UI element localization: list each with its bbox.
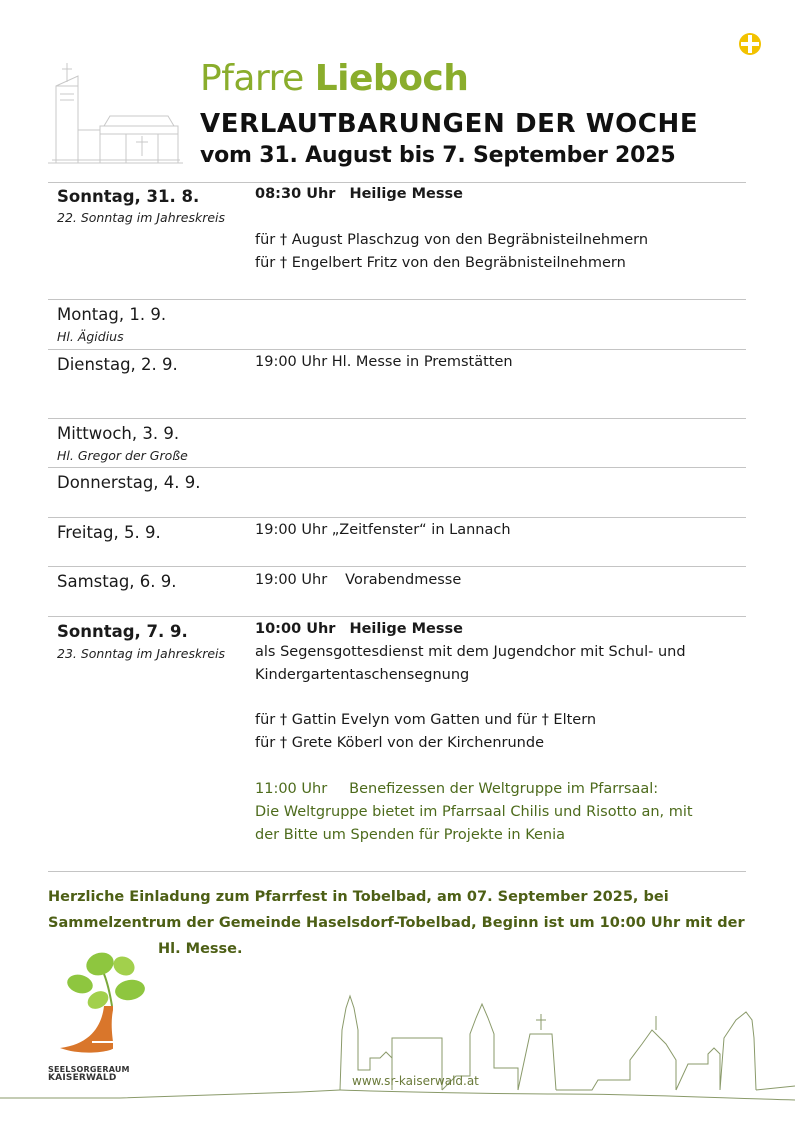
- divider: [48, 299, 746, 300]
- invitation-line: Sammelzentrum der Gemeinde Haselsdorf-Tobelbad, Beginn ist um 10:00 Uhr mit der: [48, 915, 745, 931]
- day-saint: Hl. Gregor der Große: [57, 448, 188, 463]
- extra-event-description: Die Weltgruppe bietet im Pfarrsaal Chilis und Risotto an, mit: [255, 804, 693, 820]
- parish-title-bold: Lieboch: [314, 58, 469, 99]
- divider: [48, 871, 746, 872]
- event-description: Kindergartentaschensegnung: [255, 667, 470, 683]
- day-saint: 22. Sonntag im Jahreskreis: [57, 210, 226, 225]
- event-line: 19:00 Uhr Hl. Messe in Premstätten: [255, 354, 513, 370]
- divider: [48, 517, 746, 518]
- day-saint: Hl. Ägidius: [57, 329, 124, 344]
- event-time: 19:00 Uhr: [255, 572, 328, 588]
- day-label: Samstag, 6. 9.: [57, 572, 177, 591]
- invitation-line: Hl. Messe.: [158, 941, 243, 957]
- event-title: Heilige Messe: [349, 621, 463, 637]
- page-subheadline: vom 31. August bis 7. September 2025: [200, 143, 676, 168]
- parish-title-light: Pfarre: [200, 58, 304, 99]
- logo-line: KAISERWALD: [48, 1073, 117, 1083]
- parish-title: [200, 58, 468, 99]
- day-label: Dienstag, 2. 9.: [57, 355, 178, 374]
- day-label: Mittwoch, 3. 9.: [57, 424, 180, 443]
- event-description: als Segensgottesdienst mit dem Jugendchor mit Schul- und: [255, 644, 686, 660]
- intention-line: für † August Plaschzug von den Begräbnisteilnehmern: [255, 232, 649, 248]
- website-url[interactable]: www.sr-kaiserwald.at: [352, 1074, 479, 1088]
- logo-line: SEELSORGERAUM: [48, 1065, 130, 1074]
- skyline-illustration: [0, 990, 795, 1110]
- divider: [48, 349, 746, 350]
- event-title: Heilige Messe: [349, 186, 463, 202]
- page-headline: VERLAUTBARUNGEN DER WOCHE: [200, 109, 699, 139]
- intention-line: für † Gattin Evelyn vom Gatten und für † Eltern: [255, 712, 597, 728]
- extra-event-title: Benefizessen der Weltgruppe im Pfarrsaal:: [349, 781, 659, 797]
- day-label: Freitag, 5. 9.: [57, 523, 161, 542]
- day-label: Sonntag, 31. 8.: [57, 187, 200, 206]
- event-heading: [255, 618, 463, 641]
- event-heading: [255, 183, 463, 206]
- extra-event-description: der Bitte um Spenden für Projekte in Kenia: [255, 827, 566, 843]
- intention-line: für † Engelbert Fritz von den Begräbnisteilnehmern: [255, 255, 626, 271]
- day-saint: 23. Sonntag im Jahreskreis: [57, 646, 226, 661]
- extra-event-time: 11:00 Uhr: [255, 781, 328, 797]
- divider: [48, 418, 746, 419]
- event-heading: [255, 569, 461, 592]
- day-label: Montag, 1. 9.: [57, 305, 167, 324]
- divider: [48, 467, 746, 468]
- day-label: Sonntag, 7. 9.: [57, 622, 188, 641]
- invitation-line: Herzliche Einladung zum Pfarrfest in Tobelbad, am 07. September 2025, bei: [48, 889, 669, 905]
- event-title: Vorabendmesse: [345, 572, 462, 588]
- extra-event-heading: [255, 778, 658, 801]
- intention-line: für † Grete Köberl von der Kirchenrunde: [255, 735, 544, 751]
- event-time: 08:30 Uhr: [255, 186, 336, 202]
- event-time: 10:00 Uhr: [255, 621, 336, 637]
- divider: [48, 566, 746, 567]
- divider: [48, 616, 746, 617]
- cross-logo-icon: [738, 32, 762, 56]
- day-label: Donnerstag, 4. 9.: [57, 473, 201, 492]
- event-line: 19:00 Uhr „Zeitfenster“ in Lannach: [255, 522, 511, 538]
- church-illustration: [48, 60, 183, 166]
